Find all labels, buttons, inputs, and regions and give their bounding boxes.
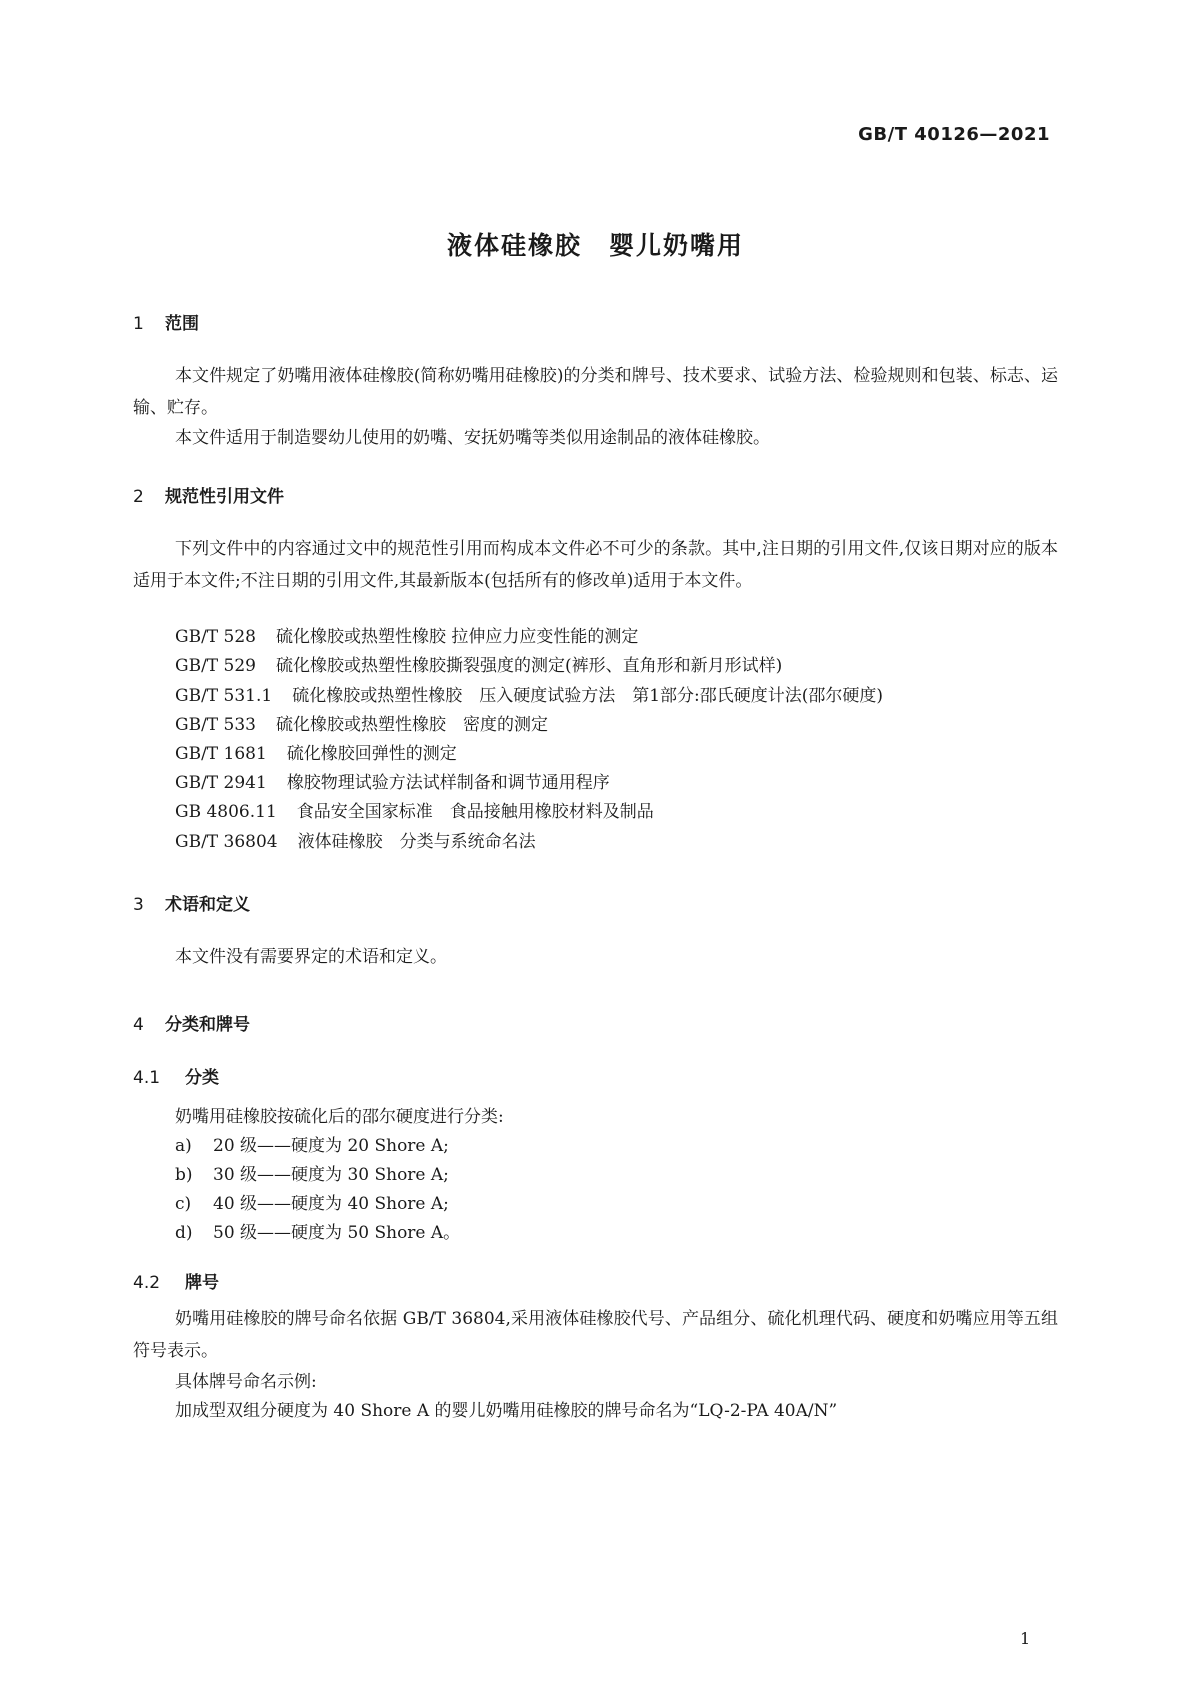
list-item: [175, 1135, 449, 1157]
reference-item: [175, 801, 654, 823]
section-2-heading: [133, 482, 284, 507]
reference-title: 硫化橡胶或热塑性橡胶 压入硬度试验方法 第1部分:邵氏硬度计法(邵尔硬度): [292, 686, 884, 706]
reference-item: [175, 772, 610, 794]
reference-code: GB/T 528: [175, 627, 256, 647]
paragraph: 奶嘴用硅橡胶按硫化后的邵尔硬度进行分类:: [175, 1107, 504, 1127]
paragraph: 本文件没有需要界定的术语和定义。: [175, 947, 447, 967]
list-text: 30 级——硬度为 30 Shore A;: [213, 1165, 449, 1185]
reference-code: GB/T 531.1: [175, 686, 273, 706]
list-label: d): [175, 1223, 193, 1243]
section-title: 分类和牌号: [165, 1015, 250, 1035]
section-number: 4: [133, 1015, 144, 1035]
subsection-4-1-heading: [133, 1063, 219, 1088]
list-label: b): [175, 1165, 193, 1185]
section-3-heading: [133, 890, 250, 915]
list-label: a): [175, 1136, 192, 1156]
reference-title: 硫化橡胶或热塑性橡胶撕裂强度的测定(裤形、直角形和新月形试样): [276, 656, 783, 676]
reference-title: 液体硅橡胶 分类与系统命名法: [297, 832, 536, 852]
list-item: [175, 1164, 449, 1186]
reference-item: [175, 743, 457, 765]
paragraph: 下列文件中的内容通过文中的规范性引用而构成本文件必不可少的条款。其中,注日期的引用文件,仅该日期对应的版本适用于本文件;不注日期的引用文件,其最新版本(包括所有的修改单)适用于本文件。: [133, 539, 1058, 591]
reference-item: [175, 714, 548, 736]
section-1-heading: [133, 309, 199, 334]
reference-item: [175, 831, 536, 853]
document-title: 液体硅橡胶 婴儿奶嘴用: [446, 231, 744, 260]
reference-title: 硫化橡胶回弹性的测定: [286, 744, 457, 764]
paragraph: 本文件规定了奶嘴用液体硅橡胶(简称奶嘴用硅橡胶)的分类和牌号、技术要求、试验方法、检验规则和包装、标志、运输、贮存。: [133, 366, 1058, 418]
subsection-title: 牌号: [185, 1273, 219, 1293]
reference-title: 硫化橡胶或热塑性橡胶 密度的测定: [276, 715, 548, 735]
list-item: [175, 1222, 460, 1244]
paragraph: 奶嘴用硅橡胶的牌号命名依据 GB/T 36804,采用液体硅橡胶代号、产品组分、硫化机理代码、硬度和奶嘴应用等五组符号表示。: [133, 1309, 1058, 1361]
section-title: 规范性引用文件: [165, 487, 284, 507]
reference-title: 硫化橡胶或热塑性橡胶 拉伸应力应变性能的测定: [276, 627, 639, 647]
subsection-4-2-heading: [133, 1268, 219, 1293]
paragraph: 本文件适用于制造婴幼儿使用的奶嘴、安抚奶嘴等类似用途制品的液体硅橡胶。: [175, 428, 770, 448]
section-number: 2: [133, 487, 144, 507]
page-number: 1: [1020, 1629, 1031, 1648]
subsection-number: 4.2: [133, 1273, 161, 1293]
reference-title: 橡胶物理试验方法试样制备和调节通用程序: [286, 773, 610, 793]
section-4-heading: [133, 1010, 250, 1035]
list-label: c): [175, 1194, 192, 1214]
section-title: 术语和定义: [165, 895, 250, 915]
list-text: 40 级——硬度为 40 Shore A;: [213, 1194, 449, 1214]
reference-code: GB 4806.11: [175, 802, 277, 822]
list-text: 50 级——硬度为 50 Shore A。: [213, 1223, 461, 1243]
list-text: 20 级——硬度为 20 Shore A;: [213, 1136, 449, 1156]
paragraph: 加成型双组分硬度为 40 Shore A 的婴儿奶嘴用硅橡胶的牌号命名为“LQ-2-PA 40A/N”: [175, 1401, 838, 1421]
subsection-title: 分类: [185, 1068, 219, 1088]
reference-code: GB/T 1681: [175, 744, 267, 764]
subsection-number: 4.1: [133, 1068, 161, 1088]
standard-code: GB/T 40126—2021: [858, 124, 1050, 145]
reference-item: [175, 685, 883, 707]
list-item: [175, 1193, 449, 1215]
reference-item: [175, 655, 782, 677]
reference-code: GB/T 529: [175, 656, 256, 676]
reference-code: GB/T 36804: [175, 832, 278, 852]
section-number: 3: [133, 895, 144, 915]
reference-code: GB/T 533: [175, 715, 256, 735]
reference-item: [175, 626, 638, 648]
section-number: 1: [133, 314, 144, 334]
paragraph: 具体牌号命名示例:: [175, 1372, 317, 1392]
reference-code: GB/T 2941: [175, 773, 267, 793]
reference-title: 食品安全国家标准 食品接触用橡胶材料及制品: [296, 802, 654, 822]
section-title: 范围: [165, 314, 199, 334]
